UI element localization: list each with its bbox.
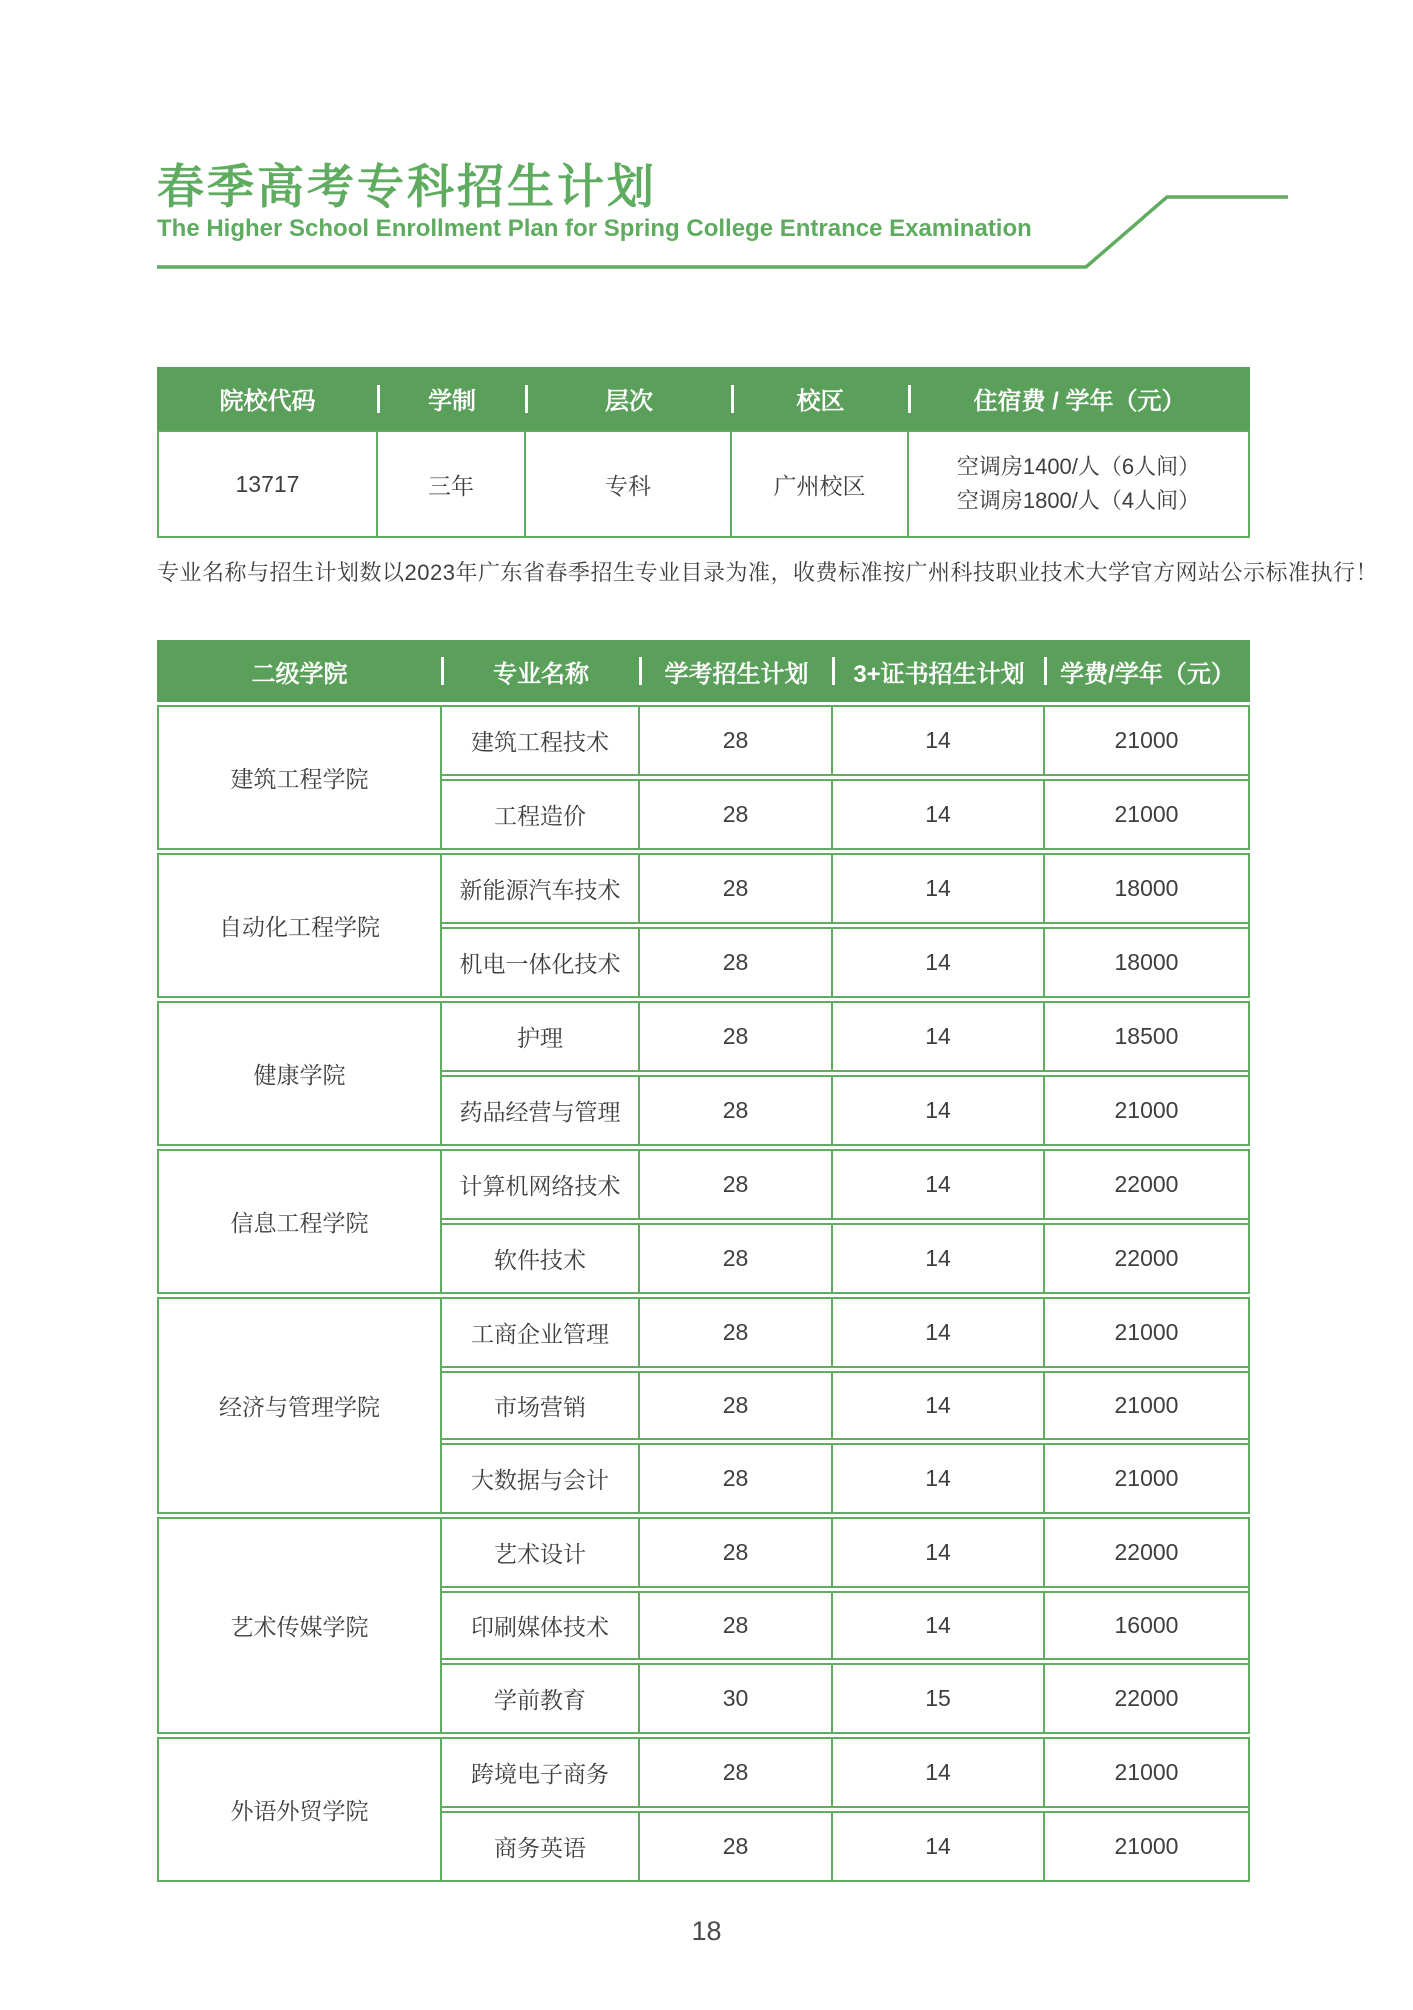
header-school-code: 院校代码 xyxy=(219,388,316,415)
major-name-cell: 大数据与会计 xyxy=(442,1445,640,1512)
fee-cell: 16000 xyxy=(1114,1612,1179,1638)
cert-plan-cell: 14 xyxy=(833,1445,1045,1512)
major-row xyxy=(442,1663,1248,1732)
fee-cell: 22000 xyxy=(1114,1685,1179,1711)
accommodation-line-2: 空调房1800/人（4人间） xyxy=(956,488,1201,513)
fee-cell: 21000 xyxy=(1114,1392,1179,1418)
fee-cell: 18000 xyxy=(1114,875,1179,901)
header-duration: 学制 xyxy=(428,388,476,415)
header-divider xyxy=(731,385,734,413)
cert-plan-cell: 14 xyxy=(833,1739,1045,1806)
school-summary-header-row xyxy=(157,367,1250,430)
major-row xyxy=(442,1151,1248,1220)
fee-cell: 21000 xyxy=(1114,1097,1179,1123)
xuekao-plan-cell: 28 xyxy=(640,1373,833,1438)
fee-cell: 22000 xyxy=(1114,1245,1179,1271)
major-row xyxy=(442,1223,1248,1292)
major-row xyxy=(442,1591,1248,1660)
xuekao-plan-cell: 28 xyxy=(640,1445,833,1512)
xuekao-plan-cell: 28 xyxy=(640,707,833,774)
cert-plan-cell: 14 xyxy=(833,929,1045,996)
cert-plan-cell: 14 xyxy=(833,781,1045,848)
header-divider xyxy=(525,385,528,413)
xuekao-plan-cell: 28 xyxy=(640,781,833,848)
fee-cell: 22000 xyxy=(1114,1171,1179,1197)
major-row xyxy=(442,707,1248,776)
college-group xyxy=(157,1297,1250,1514)
college-group xyxy=(157,1517,1250,1734)
major-name-cell: 艺术设计 xyxy=(442,1519,640,1586)
college-group xyxy=(157,705,1250,850)
cert-plan-cell: 14 xyxy=(833,1299,1045,1366)
header-divider xyxy=(377,385,380,413)
college-cell: 自动化工程学院 xyxy=(159,855,442,996)
major-name-cell: 建筑工程技术 xyxy=(442,707,640,774)
major-name-cell: 商务英语 xyxy=(442,1813,640,1880)
xuekao-plan-cell: 28 xyxy=(640,1077,833,1144)
cert-plan-cell: 14 xyxy=(833,1519,1045,1586)
major-row xyxy=(442,1519,1248,1588)
college-cell: 艺术传媒学院 xyxy=(159,1519,442,1732)
xuekao-plan-cell: 30 xyxy=(640,1665,833,1732)
header-fee: 学费/学年（元） xyxy=(1060,660,1235,688)
school-code-cell: 13717 xyxy=(159,432,378,536)
major-name-cell: 药品经营与管理 xyxy=(442,1077,640,1144)
fee-cell: 21000 xyxy=(1114,801,1179,827)
major-name-cell: 市场营销 xyxy=(442,1373,640,1438)
cert-plan-cell: 14 xyxy=(833,1003,1045,1070)
college-group xyxy=(157,1149,1250,1294)
majors-list xyxy=(442,1151,1248,1292)
xuekao-plan-cell: 28 xyxy=(640,1003,833,1070)
majors-list xyxy=(442,1299,1248,1512)
cert-plan-cell: 14 xyxy=(833,1813,1045,1880)
college-cell: 外语外贸学院 xyxy=(159,1739,442,1880)
college-cell: 信息工程学院 xyxy=(159,1151,442,1292)
enrollment-plan-header-row xyxy=(157,640,1250,702)
cert-plan-cell: 14 xyxy=(833,1593,1045,1658)
college-group xyxy=(157,1737,1250,1882)
major-name-cell: 工商企业管理 xyxy=(442,1299,640,1366)
cert-plan-cell: 14 xyxy=(833,1077,1045,1144)
header-divider xyxy=(639,657,642,685)
majors-list xyxy=(442,1003,1248,1144)
fee-cell: 21000 xyxy=(1114,727,1179,753)
fee-cell: 18500 xyxy=(1114,1023,1179,1049)
cert-plan-cell: 14 xyxy=(833,1373,1045,1438)
xuekao-plan-cell: 28 xyxy=(640,1299,833,1366)
level-cell: 专科 xyxy=(526,432,732,536)
header-major: 专业名称 xyxy=(493,660,589,688)
header-xuekao-plan: 学考招生计划 xyxy=(664,660,809,688)
major-row xyxy=(442,779,1248,848)
major-name-cell: 学前教育 xyxy=(442,1665,640,1732)
page-number: 18 xyxy=(691,1916,722,1946)
major-name-cell: 工程造价 xyxy=(442,781,640,848)
major-name-cell: 计算机网络技术 xyxy=(442,1151,640,1218)
campus-cell: 广州校区 xyxy=(732,432,909,536)
major-row xyxy=(442,1003,1248,1072)
duration-cell: 三年 xyxy=(378,432,526,536)
cert-plan-cell: 14 xyxy=(833,707,1045,774)
major-name-cell: 新能源汽车技术 xyxy=(442,855,640,922)
major-row xyxy=(442,1443,1248,1512)
enrollment-plan-table xyxy=(157,640,1250,1882)
header-divider xyxy=(441,657,444,685)
major-name-cell: 护理 xyxy=(442,1003,640,1070)
college-group xyxy=(157,1001,1250,1146)
xuekao-plan-cell: 28 xyxy=(640,1519,833,1586)
page-subtitle: The Higher School Enrollment Plan for Spring College Entrance Examination xyxy=(157,215,1032,242)
xuekao-plan-cell: 28 xyxy=(640,1225,833,1292)
fee-cell: 18000 xyxy=(1114,949,1179,975)
header-divider xyxy=(1044,657,1047,685)
cert-plan-cell: 15 xyxy=(833,1665,1045,1732)
note-text: 专业名称与招生计划数以2023年广东省春季招生专业目录为准，收费标准按广州科技职业技术大学官方网站公示标准执行！ xyxy=(157,560,1378,585)
major-name-cell: 跨境电子商务 xyxy=(442,1739,640,1806)
header-accommodation: 住宿费 / 学年（元） xyxy=(973,388,1186,415)
cert-plan-cell: 14 xyxy=(833,855,1045,922)
major-row xyxy=(442,1371,1248,1440)
xuekao-plan-cell: 28 xyxy=(640,1813,833,1880)
college-group xyxy=(157,853,1250,998)
header-divider xyxy=(908,385,911,413)
school-summary-table xyxy=(157,367,1250,538)
fee-cell: 21000 xyxy=(1114,1465,1179,1491)
major-name-cell: 印刷媒体技术 xyxy=(442,1593,640,1658)
majors-list xyxy=(442,855,1248,996)
major-row xyxy=(442,1811,1248,1880)
fee-cell: 21000 xyxy=(1114,1833,1179,1859)
cert-plan-cell: 14 xyxy=(833,1151,1045,1218)
accommodation-cell xyxy=(909,432,1248,536)
major-name-cell: 机电一体化技术 xyxy=(442,929,640,996)
fee-cell: 21000 xyxy=(1114,1759,1179,1785)
majors-list xyxy=(442,1739,1248,1880)
college-cell: 建筑工程学院 xyxy=(159,707,442,848)
major-name-cell: 软件技术 xyxy=(442,1225,640,1292)
xuekao-plan-cell: 28 xyxy=(640,1739,833,1806)
xuekao-plan-cell: 28 xyxy=(640,1593,833,1658)
major-row xyxy=(442,1739,1248,1808)
cert-plan-cell: 14 xyxy=(833,1225,1045,1292)
header-college: 二级学院 xyxy=(251,660,348,688)
header-cert-plan: 3+证书招生计划 xyxy=(853,660,1025,688)
major-row xyxy=(442,1075,1248,1144)
fee-cell: 21000 xyxy=(1114,1319,1179,1345)
major-row xyxy=(442,1299,1248,1368)
majors-list xyxy=(442,707,1248,848)
fee-cell: 22000 xyxy=(1114,1539,1179,1565)
xuekao-plan-cell: 28 xyxy=(640,1151,833,1218)
accommodation-line-1: 空调房1400/人（6人间） xyxy=(956,453,1201,479)
majors-list xyxy=(442,1519,1248,1732)
page-title: 春季高考专科招生计划 xyxy=(157,160,657,213)
header-campus: 校区 xyxy=(796,388,845,415)
header-level: 层次 xyxy=(605,388,653,415)
major-row xyxy=(442,927,1248,996)
header-divider xyxy=(832,657,835,685)
xuekao-plan-cell: 28 xyxy=(640,929,833,996)
college-cell: 健康学院 xyxy=(159,1003,442,1144)
table-row xyxy=(157,430,1250,538)
major-row xyxy=(442,855,1248,924)
title-flourish-line xyxy=(157,192,1297,274)
xuekao-plan-cell: 28 xyxy=(640,855,833,922)
college-cell: 经济与管理学院 xyxy=(159,1299,442,1512)
